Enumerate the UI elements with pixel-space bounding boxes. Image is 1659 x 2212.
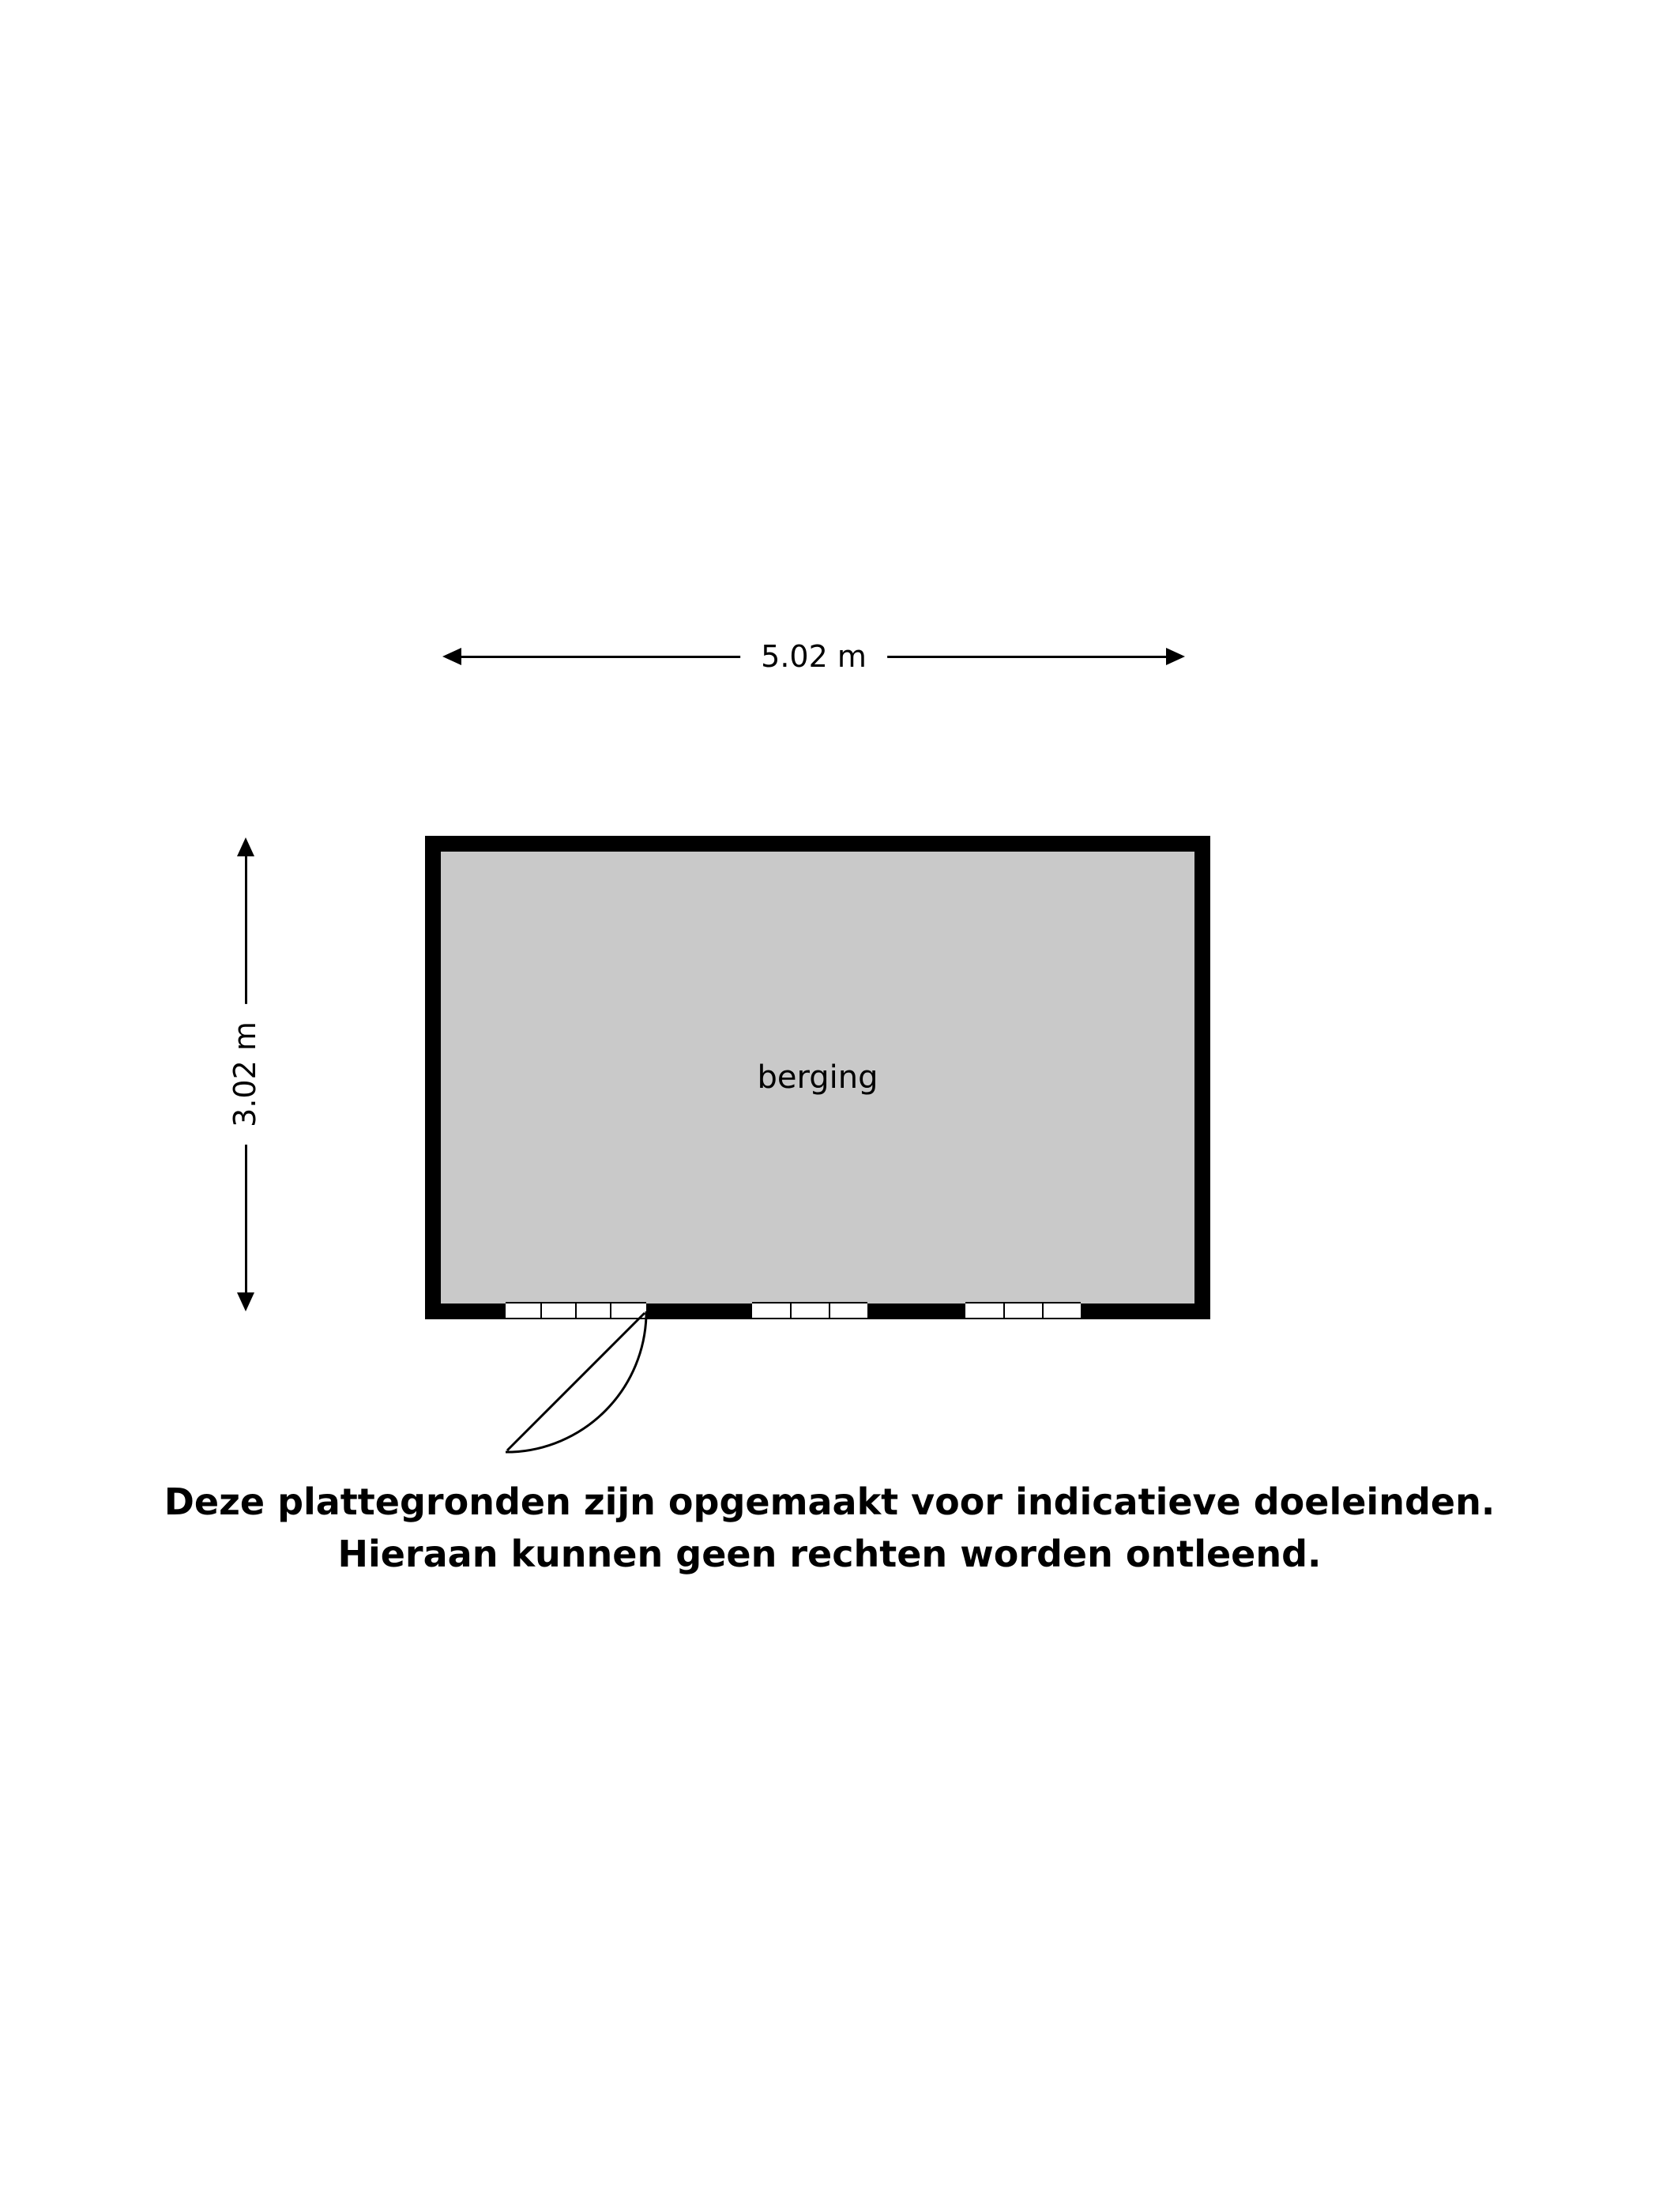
dimension-width-label: 5.02 m bbox=[740, 637, 887, 676]
arrow-right-icon bbox=[1166, 648, 1185, 665]
dimension-width bbox=[442, 632, 1185, 679]
arrow-down-icon bbox=[237, 1292, 254, 1311]
disclaimer-text bbox=[0, 1476, 1659, 1580]
window-opening-2 bbox=[965, 1302, 1081, 1319]
dimension-height bbox=[221, 837, 269, 1311]
room-label: berging bbox=[757, 1059, 878, 1096]
door-swing-icon bbox=[506, 1311, 664, 1469]
dimension-height-label: 3.02 m bbox=[216, 1004, 273, 1145]
disclaimer-line-2: Hieraan kunnen geen rechten worden ontleend. bbox=[337, 1533, 1322, 1575]
room-berging bbox=[425, 836, 1210, 1319]
window-opening-1 bbox=[752, 1302, 867, 1319]
disclaimer-line-1: Deze plattegronden zijn opgemaakt voor indicatieve doeleinden. bbox=[164, 1480, 1495, 1523]
